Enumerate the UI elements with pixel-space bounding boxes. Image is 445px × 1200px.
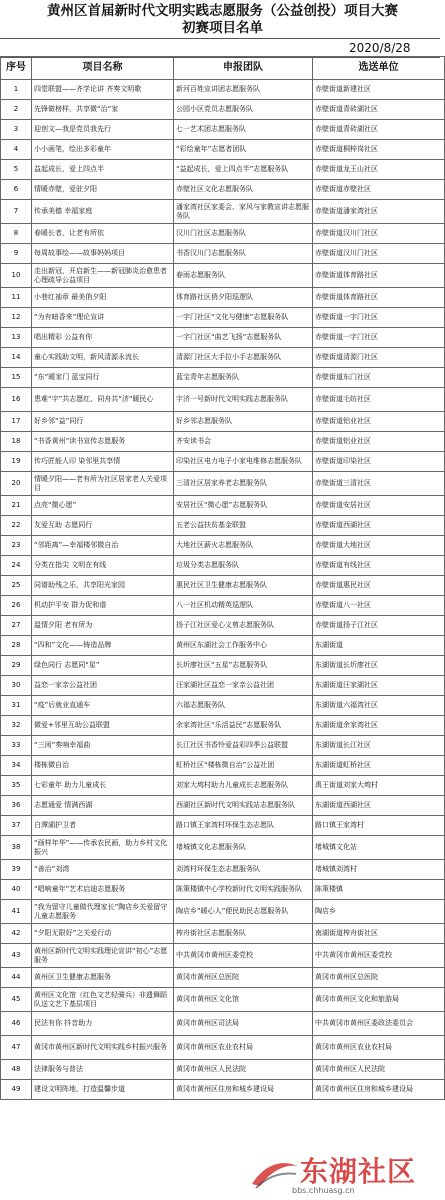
table-row: [1, 452, 445, 472]
table-row: [1, 988, 445, 1012]
cell-index: 21: [1, 496, 32, 516]
table-row: [1, 816, 445, 836]
cell-index: 6: [1, 180, 32, 200]
cell-project-name: 黄州区新时代文明实践理论宣讲“初心”志愿服务: [32, 944, 174, 968]
table-row: [1, 1080, 445, 1100]
table-row: [1, 1060, 445, 1080]
cell-team: 榨舟街社区志愿服务队: [174, 924, 313, 944]
header-index: 序号: [1, 57, 32, 80]
cell-team: 黄冈市黄州区文化馆: [174, 988, 313, 1012]
cell-unit: 赤壁街道潘家湾社区: [313, 200, 445, 224]
cell-index: 20: [1, 472, 32, 496]
cell-unit: 赤壁街道清源门社区: [313, 348, 445, 368]
table-row: [1, 120, 445, 140]
cell-index: 33: [1, 736, 32, 756]
cell-unit: 赤壁街道青砖湖社区: [313, 120, 445, 140]
cell-index: 48: [1, 1060, 32, 1080]
cell-unit: 赤壁街道一字门社区: [313, 308, 445, 328]
cell-index: 7: [1, 200, 32, 224]
table-row: [1, 736, 445, 756]
cell-project-name: 友爱互助 志愿同行: [32, 516, 174, 536]
cell-index: 8: [1, 224, 32, 244]
cell-unit: 赤壁街道青砖湖社区: [313, 100, 445, 120]
cell-index: 36: [1, 796, 32, 816]
cell-index: 16: [1, 388, 32, 412]
cell-project-name: “夕阳无限好”之关爱行动: [32, 924, 174, 944]
cell-project-name: 志愿通爱 情满西湖: [32, 796, 174, 816]
cell-unit: 禹王街道刘家大塆村: [313, 776, 445, 796]
cell-project-name: 传巧匠能人印 染邻里共享情: [32, 452, 174, 472]
cell-index: 13: [1, 328, 32, 348]
cell-project-name: “我为留守儿童做代理家长”陶店乡关爱留守儿童志愿服务: [32, 900, 174, 924]
cell-project-name: 民法有你 抖音助力: [32, 1012, 174, 1036]
cell-unit: 黄冈市黄州区住房和城乡建设局: [313, 1080, 445, 1100]
cell-team: 六福志愿服务队: [174, 696, 313, 716]
table-row: [1, 160, 445, 180]
table-row: [1, 576, 445, 596]
cell-project-name: 黄州区卫生健康志愿服务: [32, 968, 174, 988]
cell-team: 八一社区机动精英巡逻队: [174, 596, 313, 616]
table-row: [1, 796, 445, 816]
cell-team: 齐安读书会: [174, 432, 313, 452]
table-row: [1, 968, 445, 988]
table-row: [1, 776, 445, 796]
cell-index: 26: [1, 596, 32, 616]
cell-index: 4: [1, 140, 32, 160]
cell-index: 35: [1, 776, 32, 796]
cell-unit: 赤壁街道八一社区: [313, 596, 445, 616]
title-line-2: 初赛项目名单: [182, 20, 263, 36]
cell-unit: 堵城镇文化站: [313, 836, 445, 860]
table-row: [1, 140, 445, 160]
table-row: [1, 264, 445, 288]
table-row: [1, 716, 445, 736]
cell-project-name: 绿色同行 志愿同“星”: [32, 656, 174, 676]
cell-index: 1: [1, 80, 32, 100]
cell-project-name: 点亮“微心愿”: [32, 496, 174, 516]
cell-unit: 黄冈市黄州区总医院: [313, 968, 445, 988]
table-row: [1, 636, 445, 656]
cell-team: 西湖社区新时代文明实践站志愿服务队: [174, 796, 313, 816]
cell-project-name: 春暖长者，让老有所依: [32, 224, 174, 244]
cell-index: 25: [1, 576, 32, 596]
cell-project-name: 小小画笔，绘出多彩童年: [32, 140, 174, 160]
cell-project-name: 同谱助残之乐，共享阳光家园: [32, 576, 174, 596]
document-title: [0, 3, 445, 37]
cell-index: 47: [1, 1036, 32, 1060]
cell-unit: 东湖街道长圻廖社区: [313, 656, 445, 676]
cell-index: 38: [1, 836, 32, 860]
cell-index: 46: [1, 1012, 32, 1036]
cell-team: 余家湾社区“乐活益民”志愿服务队: [174, 716, 313, 736]
cell-unit: 赤壁街道三清社区: [313, 472, 445, 496]
cell-unit: 陶店乡: [313, 900, 445, 924]
cell-team: 赤壁社区文化志愿服务队: [174, 180, 313, 200]
cell-index: 24: [1, 556, 32, 576]
cell-unit: 赤壁街道汉川门社区: [313, 224, 445, 244]
cell-unit: 南湖街道榨舟街社区: [313, 924, 445, 944]
cell-project-name: 童心实践助文明，新风清源永流长: [32, 348, 174, 368]
cell-index: 10: [1, 264, 32, 288]
cell-index: 39: [1, 860, 32, 880]
table-header-row: [1, 57, 445, 80]
table-row: [1, 348, 445, 368]
cell-unit: 赤壁街道毛纺社区: [313, 388, 445, 412]
cell-team: 路口镇王家湾村环保生态志愿队: [174, 816, 313, 836]
cell-team: 七一艺术团志愿服务队: [174, 120, 313, 140]
cell-project-name: 楼栋微自治: [32, 756, 174, 776]
cell-project-name: 建设文明阵地，打造温馨步道: [32, 1080, 174, 1100]
table-row: [1, 900, 445, 924]
cell-unit: 赤壁街道铝业社区: [313, 412, 445, 432]
cell-project-name: 情暖夕阳——老有所为社区居家老人关爱项目: [32, 472, 174, 496]
cell-team: 堵城镇文化志愿服务队: [174, 836, 313, 860]
cell-unit: 赤壁街道印染社区: [313, 452, 445, 472]
cell-project-name: 益恋一家亲公益社团: [32, 676, 174, 696]
cell-unit: 路口镇王家湾村: [313, 816, 445, 836]
cell-index: 30: [1, 676, 32, 696]
cell-index: 32: [1, 716, 32, 736]
cell-project-name: “疫”后就业直通车: [32, 696, 174, 716]
cell-team: 大地社区薪火志愿服务队: [174, 536, 313, 556]
cell-project-name: 情暖赤壁，爱驻夕阳: [32, 180, 174, 200]
cell-team: 刘家大塆村助力儿童成长志愿服务队: [174, 776, 313, 796]
cell-project-name: “三闲”奏响幸福曲: [32, 736, 174, 756]
cell-index: 17: [1, 412, 32, 432]
table-row: [1, 368, 445, 388]
cell-index: 31: [1, 696, 32, 716]
cell-project-name: 温情夕阳 老有所为: [32, 616, 174, 636]
watermark: [248, 1156, 438, 1196]
cell-index: 34: [1, 756, 32, 776]
cell-team: 惠民社区卫生健康志愿服务队: [174, 576, 313, 596]
swoosh-logo-icon: [248, 1158, 302, 1190]
cell-team: 潘家湾社区家委会、家风与家教宣讲志愿服务队: [174, 200, 313, 224]
table-row: [1, 1012, 445, 1036]
cell-team: 春雨志愿服务队: [174, 264, 313, 288]
cell-index: 11: [1, 288, 32, 308]
cell-project-name: “四和”文化——铸造品牌: [32, 636, 174, 656]
cell-project-name: 法律服务与普法: [32, 1060, 174, 1080]
cell-project-name: 分类在指尖 文明在有线: [32, 556, 174, 576]
cell-team: 宇济一号新时代文明实践志愿服务队: [174, 388, 313, 412]
cell-team: 黄冈市黄州区农业农村局: [174, 1036, 313, 1060]
cell-project-name: 每周故事绘——故事妈妈项目: [32, 244, 174, 264]
cell-team: “彩绘童年”志愿者团队: [174, 140, 313, 160]
cell-team: 黄冈市黄州区人民法院: [174, 1060, 313, 1080]
cell-team: 新河百姓宣讲团志愿服务队: [174, 80, 313, 100]
watermark-brand: 东湖社区: [300, 1155, 417, 1188]
cell-project-name: 益起成长，爱上四点半: [32, 160, 174, 180]
cell-index: 23: [1, 536, 32, 556]
table-row: [1, 696, 445, 716]
cell-index: 42: [1, 924, 32, 944]
cell-unit: 黄冈市黄州区农业农村局: [313, 1036, 445, 1060]
cell-index: 19: [1, 452, 32, 472]
cell-project-name: 唱出精彩 公益有你: [32, 328, 174, 348]
cell-team: 黄冈市黄州区司法局: [174, 1012, 313, 1036]
cell-unit: 黄冈市黄州区文化和旅游局: [313, 988, 445, 1012]
cell-unit: 赤壁街道龙王山社区: [313, 160, 445, 180]
cell-team: 中共黄冈市黄州区委党校: [174, 944, 313, 968]
cell-unit: 堵城镇刘湾村: [313, 860, 445, 880]
table-row: [1, 676, 445, 696]
cell-index: 14: [1, 348, 32, 368]
cell-team: 一字门社区“曲艺飞扬”志愿服务队: [174, 328, 313, 348]
date-row: [0, 38, 440, 58]
table-row: [1, 80, 445, 100]
cell-team: 刘湾村环保生态志愿服务队: [174, 860, 313, 880]
cell-index: 15: [1, 368, 32, 388]
cell-index: 27: [1, 616, 32, 636]
table-row: [1, 100, 445, 120]
table-row: [1, 880, 445, 900]
table-row: [1, 836, 445, 860]
cell-project-name: “善治”刘湾: [32, 860, 174, 880]
cell-unit: 赤壁街道一字门社区: [313, 328, 445, 348]
project-table: [0, 56, 445, 1100]
cell-unit: 黄冈市黄州区人民法院: [313, 1060, 445, 1080]
cell-unit: 赤壁街道铝业社区: [313, 432, 445, 452]
cell-unit: 赤壁街道体育路社区: [313, 264, 445, 288]
cell-team: 汉川门社区志愿服务队: [174, 224, 313, 244]
header-unit: 选送单位: [313, 57, 445, 80]
cell-project-name: 传承美德 幸福家庭: [32, 200, 174, 224]
cell-team: 一字门社区“文化与健康”志愿服务队: [174, 308, 313, 328]
cell-project-name: “邻距离”—幸福楼邻微自治: [32, 536, 174, 556]
cell-project-name: 小巷红袖章 最美俏夕阳: [32, 288, 174, 308]
cell-project-name: 先锋做榜样，共享微“治”家: [32, 100, 174, 120]
table-row: [1, 924, 445, 944]
cell-index: 5: [1, 160, 32, 180]
cell-index: 44: [1, 968, 32, 988]
cell-team: 三清社区居家养老志愿服务队: [174, 472, 313, 496]
cell-unit: 赤壁街道安居社区: [313, 496, 445, 516]
cell-index: 29: [1, 656, 32, 676]
header-project-name: 项目名称: [32, 57, 174, 80]
cell-team: 安居社区“微心愿”志愿服务队: [174, 496, 313, 516]
cell-unit: 赤壁街道东门社区: [313, 368, 445, 388]
table-row: [1, 200, 445, 224]
cell-project-name: 四堂联盟——齐学论讲 齐奏文明歌: [32, 80, 174, 100]
cell-team: 陶店乡“暖心人”便民助民志愿服务队: [174, 900, 313, 924]
table-row: [1, 516, 445, 536]
cell-project-name: 好乡邻“益”同行: [32, 412, 174, 432]
cell-project-name: 七彩童年 助力儿童成长: [32, 776, 174, 796]
cell-unit: 赤壁街道扬子江社区: [313, 616, 445, 636]
document-date: 2020/8/28: [349, 41, 411, 55]
cell-index: 22: [1, 516, 32, 536]
cell-index: 49: [1, 1080, 32, 1100]
cell-index: 28: [1, 636, 32, 656]
cell-unit: 赤壁街道新建社区: [313, 80, 445, 100]
cell-project-name: “唱响童年”艺术启迪志愿服务: [32, 880, 174, 900]
table-row: [1, 616, 445, 636]
cell-project-name: 走出新冠，开启新生——新冠肺炎治愈患者心理疏导公益项目: [32, 264, 174, 288]
table-row: [1, 472, 445, 496]
table-row: [1, 656, 445, 676]
cell-index: 3: [1, 120, 32, 140]
table-row: [1, 180, 445, 200]
cell-project-name: 微爱+邻里互助公益联盟: [32, 716, 174, 736]
cell-index: 40: [1, 880, 32, 900]
cell-team: 印染社区电力电子小家电维修志愿服务队: [174, 452, 313, 472]
cell-team: 蓝宝青年志愿服务队: [174, 368, 313, 388]
cell-unit: 中共黄冈市黄州区委政法委员会: [313, 1012, 445, 1036]
cell-unit: 东湖街道汪家湖社区: [313, 676, 445, 696]
cell-unit: 中共黄冈市黄州区委党校: [313, 944, 445, 968]
table-row: [1, 388, 445, 412]
table-row: [1, 224, 445, 244]
cell-team: 黄冈市黄州区总医院: [174, 968, 313, 988]
cell-project-name: “东”暖家门 蓝宝同行: [32, 368, 174, 388]
table-row: [1, 944, 445, 968]
cell-project-name: “画样年华”——传承农民画，助力乡村文化振兴: [32, 836, 174, 860]
cell-index: 9: [1, 244, 32, 264]
cell-team: 黄州区东湖社会工作服务中心: [174, 636, 313, 656]
table-row: [1, 412, 445, 432]
table-row: [1, 756, 445, 776]
title-line-1: 黄州区首届新时代文明实践志愿服务（公益创投）项目大赛: [47, 3, 398, 19]
cell-index: 37: [1, 816, 32, 836]
cell-team: 五老公益扶贫基金联盟: [174, 516, 313, 536]
cell-unit: 东湖街道六福湾社区: [313, 696, 445, 716]
cell-team: 长圻廖社区“五星”志愿服务队: [174, 656, 313, 676]
cell-team: “益起成长，爱上四点半”志愿服务队: [174, 160, 313, 180]
cell-unit: 陈策楼镇: [313, 880, 445, 900]
cell-project-name: “书香黄州”读书宣传志愿服务: [32, 432, 174, 452]
cell-index: 41: [1, 900, 32, 924]
cell-unit: 赤壁街道体育路社区: [313, 288, 445, 308]
cell-unit: 东湖街道西湖社区: [313, 796, 445, 816]
cell-team: 陈策楼镇中心学校新时代文明实践服务队: [174, 880, 313, 900]
cell-index: 12: [1, 308, 32, 328]
table-row: [1, 432, 445, 452]
cell-team: 扬子江社区爱心义剪志愿服务队: [174, 616, 313, 636]
cell-project-name: “为有暗香来”理论宣讲: [32, 308, 174, 328]
cell-unit: 赤壁街道赤壁社区: [313, 180, 445, 200]
watermark-url: bbs.chhuasg.cn: [292, 1186, 355, 1195]
table-row: [1, 596, 445, 616]
table-row: [1, 244, 445, 264]
table-body: [1, 80, 445, 1100]
cell-project-name: 黄州区文化馆（红色文艺轻骑兵）非遗舞蹈队送文艺下基层项目: [32, 988, 174, 1012]
table-row: [1, 308, 445, 328]
cell-unit: 赤壁街道惠民社区: [313, 576, 445, 596]
cell-project-name: 白潭湖护卫者: [32, 816, 174, 836]
cell-team: 长江社区书香怜爱益彩四季公益联盟: [174, 736, 313, 756]
cell-unit: 赤壁街道汉川门社区: [313, 244, 445, 264]
cell-team: 书香汉川门志愿服务队: [174, 244, 313, 264]
cell-index: 18: [1, 432, 32, 452]
cell-unit: 东湖街道长江社区: [313, 736, 445, 756]
cell-unit: 赤壁街道西湖社区: [313, 516, 445, 536]
cell-team: 垃圾分类志愿服务队: [174, 556, 313, 576]
cell-unit: 东湖街道余家湾社区: [313, 716, 445, 736]
table-row: [1, 496, 445, 516]
cell-project-name: 黄冈市黄州区新时代文明实践乡村振兴服务: [32, 1036, 174, 1060]
cell-unit: 东湖街道虹桥社区: [313, 756, 445, 776]
cell-project-name: 患难“宇”共志愿红、同舟共“济”暖民心: [32, 388, 174, 412]
cell-unit: 东湖街道: [313, 636, 445, 656]
cell-unit: 赤壁街道大地社区: [313, 536, 445, 556]
cell-team: 清源门社区大手拉小手志愿服务队: [174, 348, 313, 368]
cell-team: 虹桥社区“楼栋微自治”公益社团: [174, 756, 313, 776]
table-row: [1, 328, 445, 348]
cell-team: 体育路社区俏夕阳巡逻队: [174, 288, 313, 308]
table-row: [1, 556, 445, 576]
cell-unit: 赤壁街道有线社区: [313, 556, 445, 576]
table-row: [1, 536, 445, 556]
header-team: 申报团队: [174, 57, 313, 80]
cell-index: 45: [1, 988, 32, 1012]
cell-team: 好乡邻志愿服务队: [174, 412, 313, 432]
cell-team: 汪家湖社区益恋一家亲公益社团: [174, 676, 313, 696]
cell-unit: 赤壁街道桐梓岗社区: [313, 140, 445, 160]
table-row: [1, 1036, 445, 1060]
cell-team: 黄冈市黄州区住房和城乡建设局: [174, 1080, 313, 1100]
cell-index: 2: [1, 100, 32, 120]
cell-index: 43: [1, 944, 32, 968]
table-row: [1, 288, 445, 308]
table-row: [1, 860, 445, 880]
cell-project-name: 迎创文—我是党员我先行: [32, 120, 174, 140]
cell-project-name: 机动护平安 群力促和谐: [32, 596, 174, 616]
cell-team: 公园小区党员志愿服务队: [174, 100, 313, 120]
